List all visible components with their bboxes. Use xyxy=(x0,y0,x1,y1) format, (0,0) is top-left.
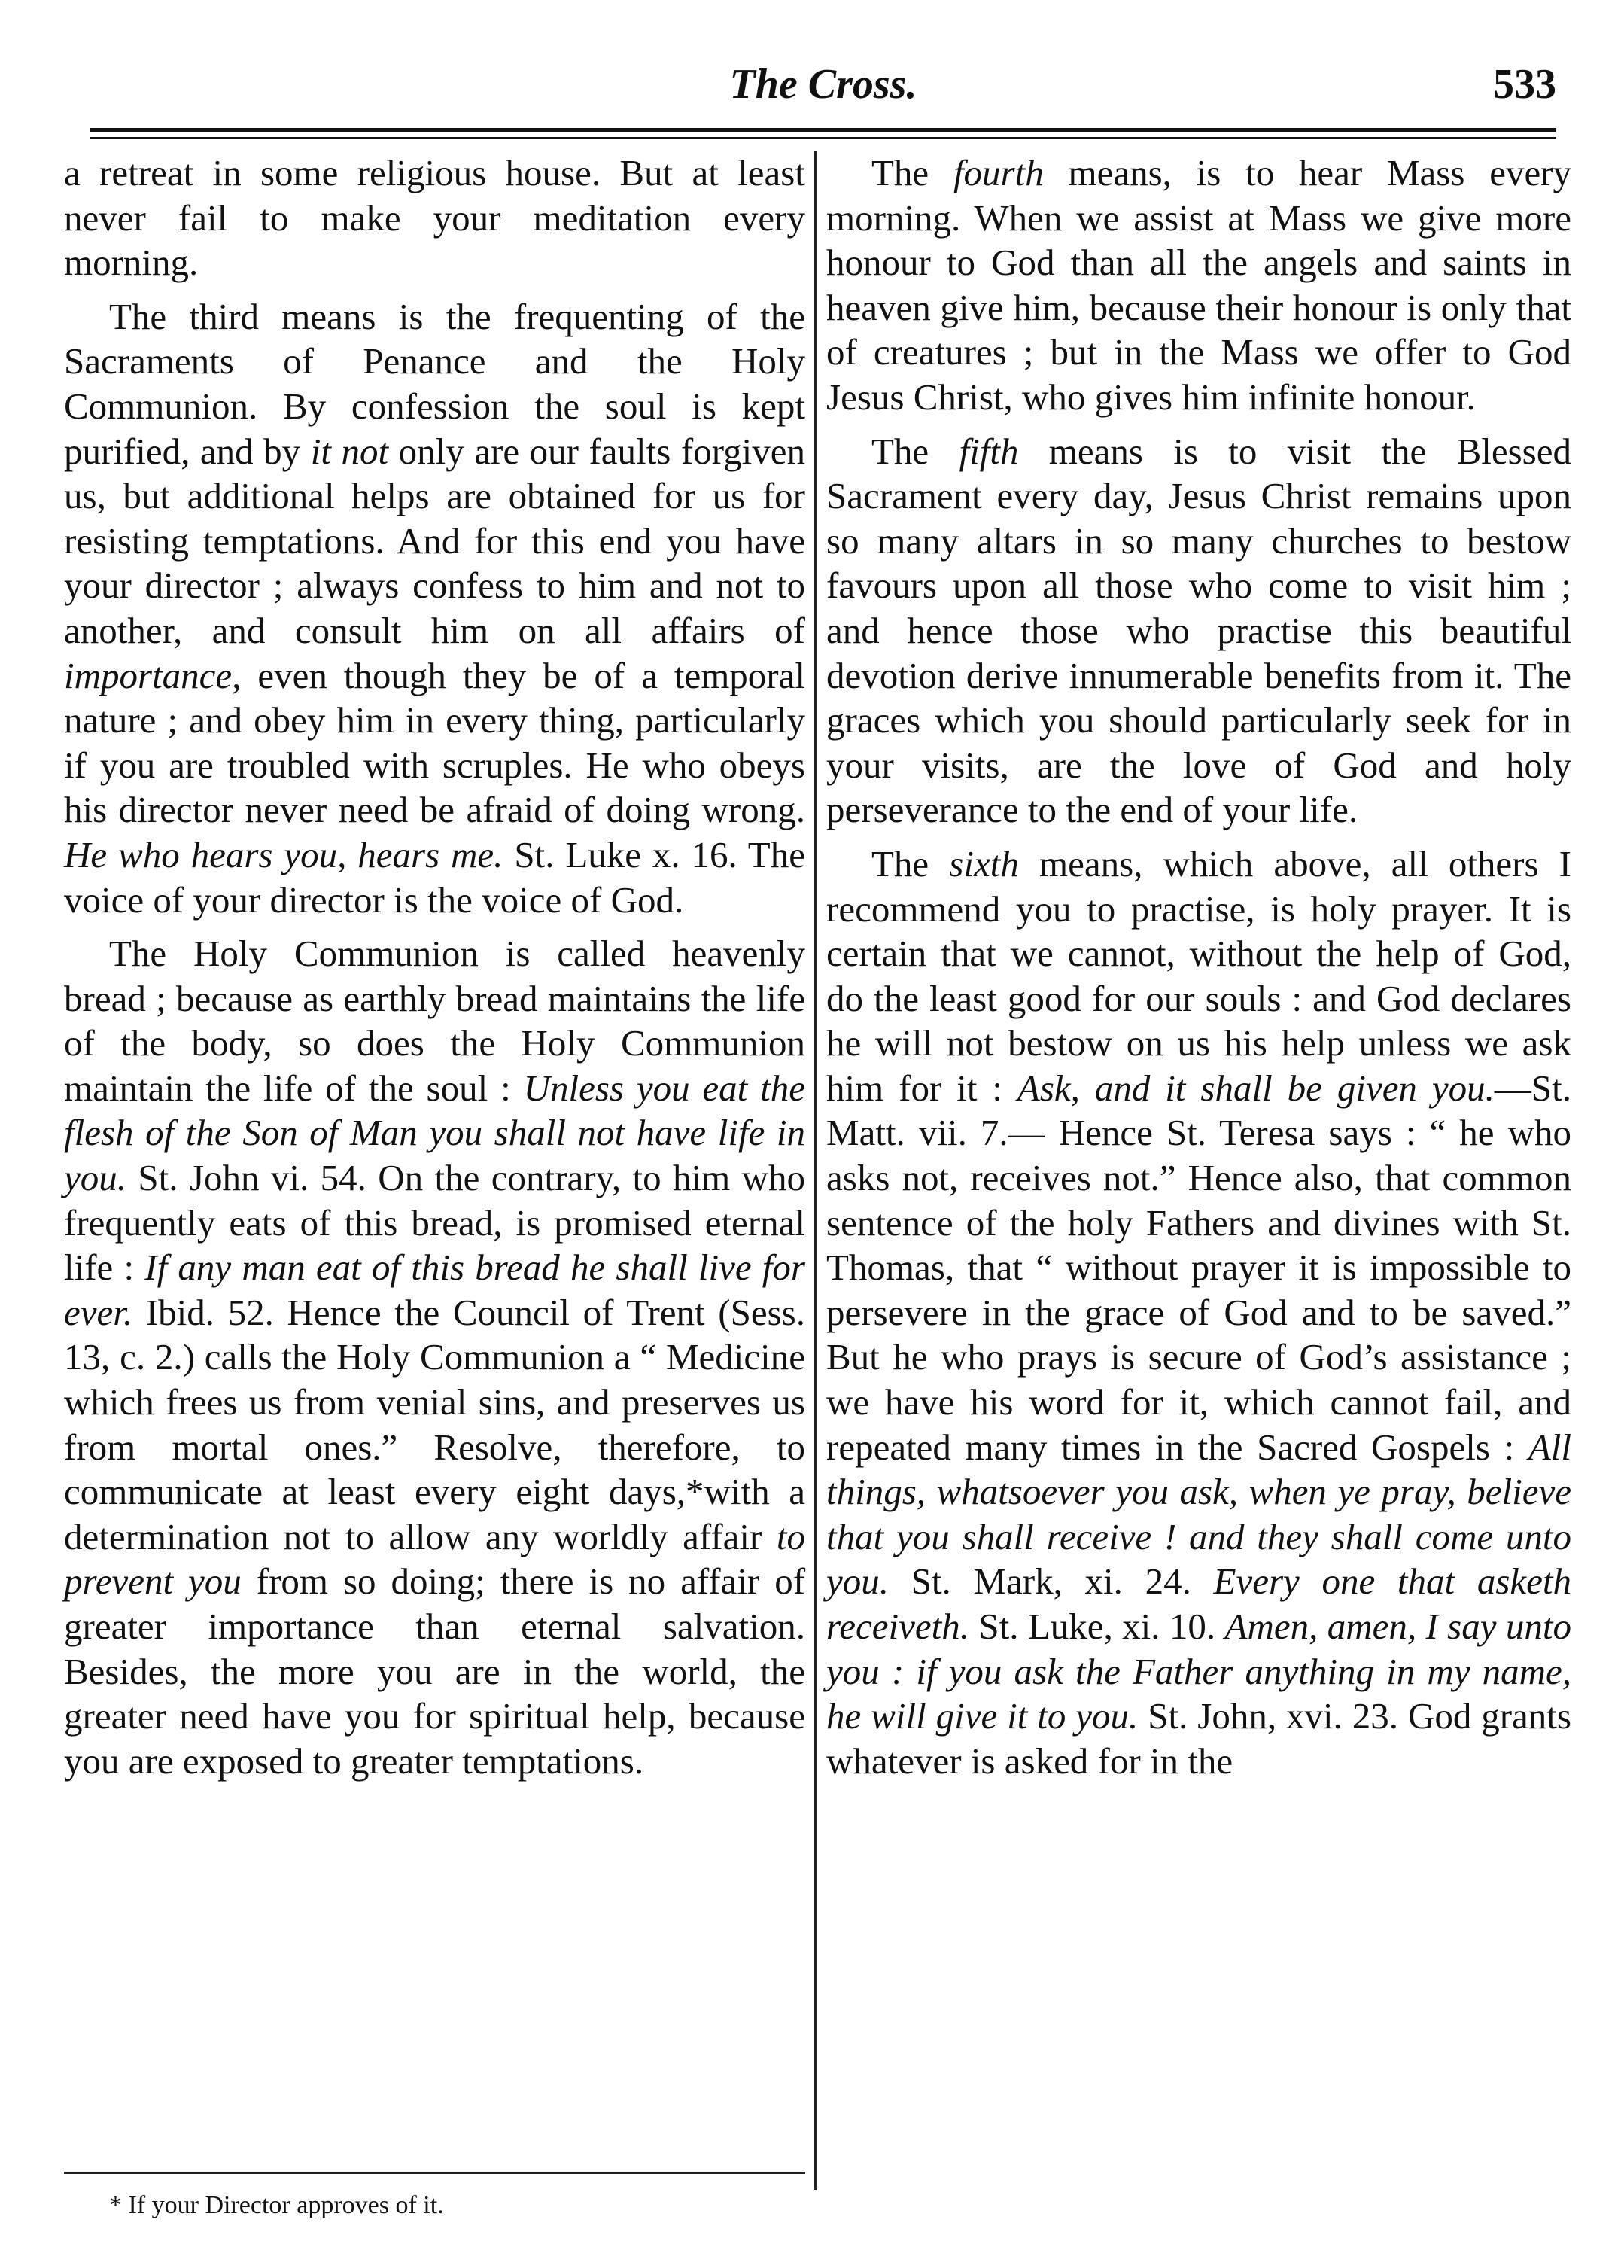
scripture-quote: He who hears you, hears me. xyxy=(64,833,503,875)
paragraph-text: The xyxy=(871,152,953,193)
scripture-quote: Ask, and it shall be given you. xyxy=(1017,1067,1495,1109)
paragraph-text: The third means is the frequenting of the Sacraments of Penance and the Holy Communion. By confession the soul is kept purified, and by xyxy=(64,295,805,472)
paragraph-text: The Holy Communion is called heavenly bread ; because as earthly bread maintains the life of the body, so does the Holy Communion maintain the life of the soul : xyxy=(64,933,805,1109)
paragraph-text: means, is to hear Mass every morning. When we assist at Mass we give more honour to God than all the angels and saints in heaven give him, because their honour is only that of creatures ; but in the Mass we offer to God Jesus Christ, who gives him infinite honour. xyxy=(826,152,1572,418)
paragraph-third-means xyxy=(64,294,805,922)
scripture-quote: If any man eat of this bread he shall live for ever. xyxy=(64,1247,805,1333)
italic-text: to prevent you xyxy=(64,1515,805,1603)
paragraph-text: Ibid. 52. Hence the Council of Trent (Sess. 13, c. 2.) calls the Holy Communion a “ Medicine which frees us from venial sins, and preserves us from mortal ones.” Resolve, therefore, to communicate at least every eight days,*with a determination not to allow any worldly affair xyxy=(64,1291,805,1557)
paragraph-text: St. Luke x. 16. The voice of your director is the voice of God. xyxy=(64,833,805,921)
header-rule-thick xyxy=(90,128,1556,132)
left-column xyxy=(64,151,805,1783)
scripture-quote: Amen, amen, I say unto you : if you ask the Father anything in my name, he will give it to you. xyxy=(826,1606,1571,1737)
paragraph-sixth-means xyxy=(826,842,1571,1783)
paragraph-text: means is to visit the Blessed Sacrament every day, Jesus Christ remains upon so many altars in so many churches to bestow favours upon all those who come to visit him ; and hence those who practise this beautiful devotion derive innumerable benefits from it. The graces which you should particularly seek for in your visits, are the love of God and holy perseverance to the end of your life. xyxy=(826,430,1571,831)
paragraph-text: The xyxy=(871,430,959,472)
scripture-quote: Unless you eat the flesh of the Son of Man you shall not have life in you. xyxy=(64,1067,806,1199)
paragraph-text: only are our faults forgiven us, but additional helps are obtained for us for resisting temptations. And for this end you have your director ; always confess to him and not to another, and consult him on all affairs of xyxy=(64,430,806,651)
italic-text: fourth xyxy=(953,152,1044,193)
column-divider xyxy=(814,151,817,2190)
scripture-quote: All things, whatsoever you ask, when ye pray, believe that you shall receive ! and they shall come unto you. xyxy=(826,1426,1571,1603)
italic-text: it not xyxy=(310,430,389,472)
running-title: The Cross. xyxy=(729,61,917,108)
footnote-rule xyxy=(64,2172,805,2174)
paragraph-text: St. Luke, xi. 10. xyxy=(969,1606,1225,1647)
paragraph-fifth-means xyxy=(826,429,1571,833)
header-rule-thin xyxy=(90,137,1556,139)
paragraph-text: means, which above, all others I recommend you to practise, is holy prayer. It is certain that we cannot, without the help of God, do the least good for our souls : and God declares he will not bestow on us his help unless we ask him for it : xyxy=(826,842,1571,1109)
paragraph-text: —St. Matt. vii. 7.— Hence St. Teresa says : “ he who asks not, receives not.” Hence also, that common sentence of the holy Fathers and divines with St. Thomas, that “ without prayer it is impossible to persevere in the grace of God and to be saved.” But he who prays is secure of God’s assistance ; we have his word for it, which cannot fail, and repeated many times in the Sacred Gospels : xyxy=(826,1067,1571,1468)
footnote: * If your Director approves of it. xyxy=(109,2191,444,2219)
paragraph-text: St. Mark, xi. 24. xyxy=(889,1560,1214,1603)
italic-text: sixth xyxy=(949,842,1019,884)
paragraph-text: St. John vi. 54. On the contrary, to him who frequently eats of this bread, is promised eternal life : xyxy=(64,1157,805,1289)
paragraph-fourth-means xyxy=(826,151,1571,420)
paragraph-text: The xyxy=(871,842,950,884)
paragraph-holy-communion xyxy=(64,931,805,1783)
paragraph-text: , even though they be of a temporal nature ; and obey him in every thing, particularly if you are troubled with scruples. He who obeys his director never need be afraid of doing wrong. xyxy=(64,654,805,831)
page-number: 533 xyxy=(1493,61,1556,108)
running-header xyxy=(90,45,1556,120)
paragraph-text: from so doing; there is no affair of greater importance than eternal salvation. Besides, the more you are in the world, the greater need have you for spiritual help, because you are exposed to greater temptations. xyxy=(64,1560,806,1782)
right-column xyxy=(826,151,1571,1783)
italic-text: importance xyxy=(64,654,233,696)
paragraph-text: St. John, xvi. 23. God grants whatever is asked for in the xyxy=(826,1695,1571,1782)
scripture-quote: Every one that asketh receiveth. xyxy=(826,1560,1571,1647)
paragraph-text: a retreat in some religious house. But at least never fail to make your meditation every morning. xyxy=(64,152,805,284)
italic-text: fifth xyxy=(959,430,1019,472)
paragraph-retreat xyxy=(64,151,805,285)
